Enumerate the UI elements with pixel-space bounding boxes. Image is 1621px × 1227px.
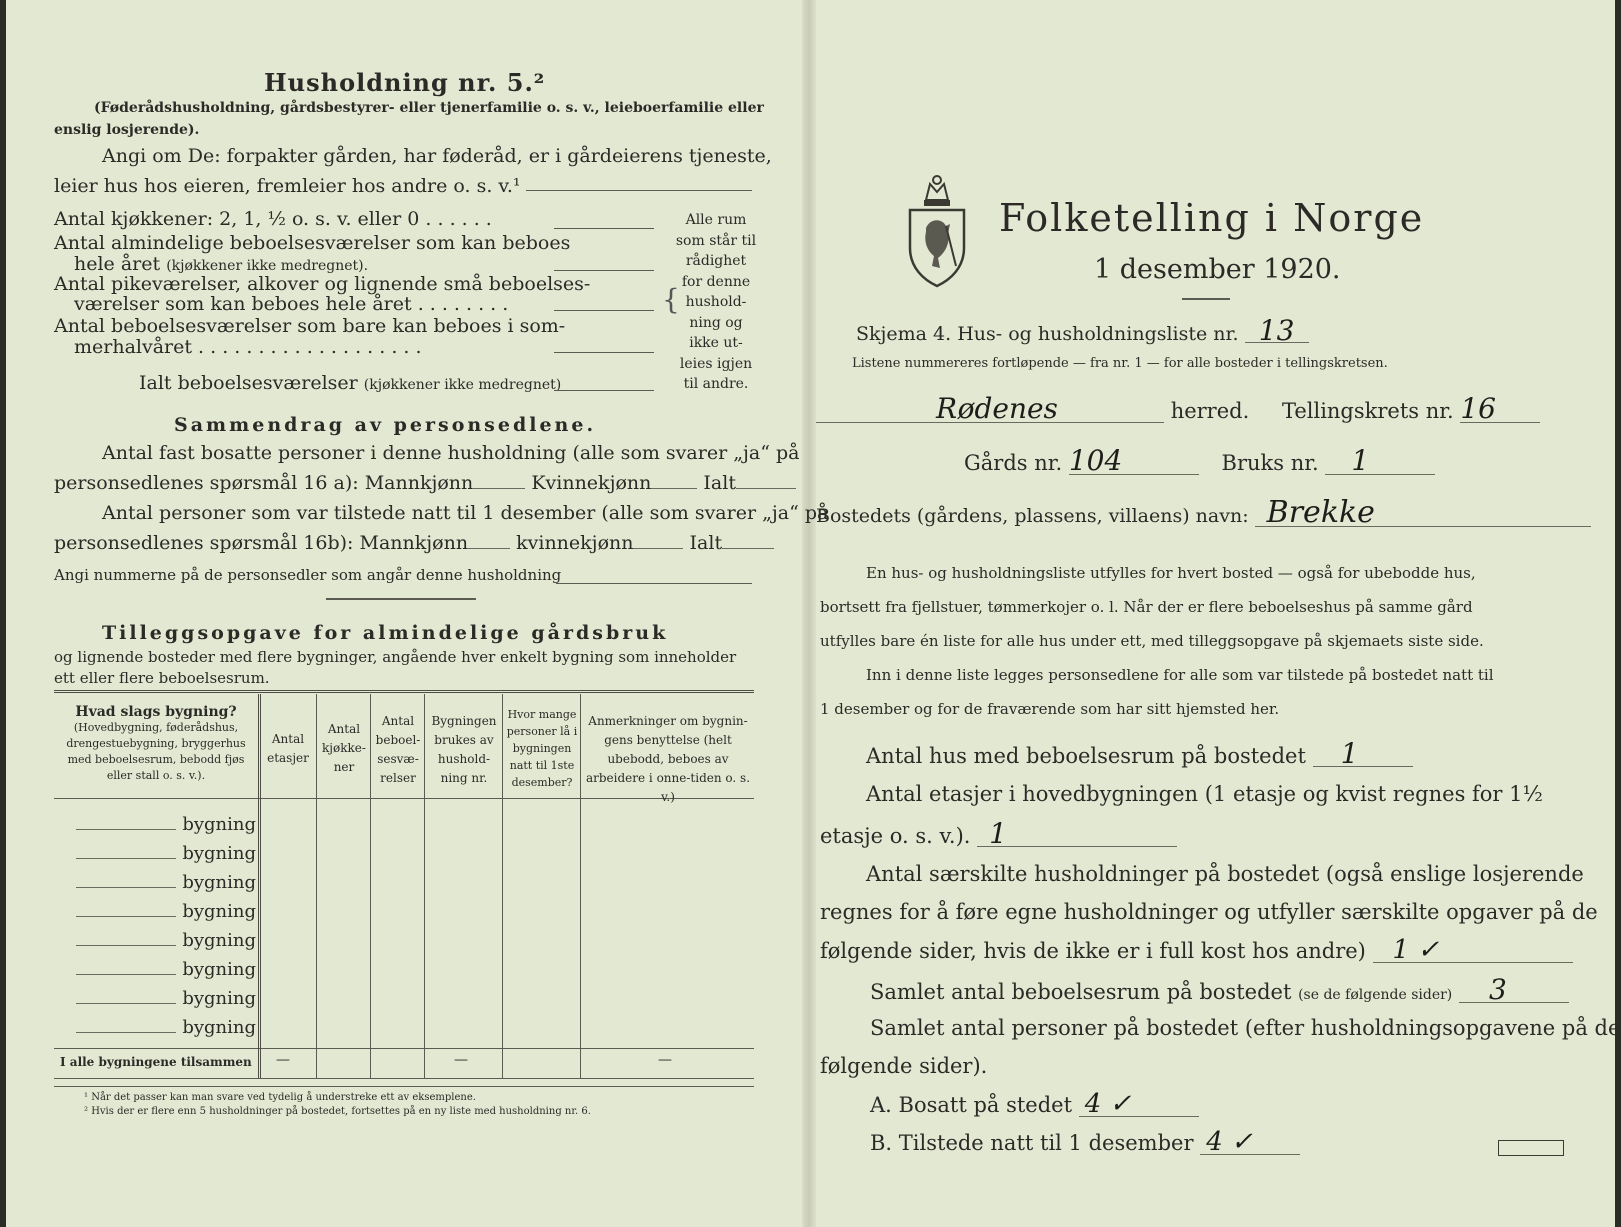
krets-label: Tellingskrets nr. <box>1281 399 1454 423</box>
skjema-line <box>856 314 1309 347</box>
angi-answer-line <box>526 190 752 191</box>
table-header-anmerkninger: Anmerkninger om bygnin-gens benyttelse (helt ubebodd, beboes av arbeidere i onne-tiden o. s. v.) <box>585 714 751 804</box>
tilstede-value: 4 ✓ <box>1200 1130 1300 1155</box>
tillegg-line-1: og lignende bosteder med flere bygninger, angående hver enkelt bygning som inneholder <box>54 648 737 666</box>
row-label: bygning <box>182 1017 256 1038</box>
census-title: Folketelling i Norge <box>999 196 1425 240</box>
gards-label: Gårds nr. <box>964 451 1063 475</box>
table-col-divider <box>370 694 371 1078</box>
side-note-line: for denne <box>681 273 751 290</box>
bosted-label: Bostedets (gårdens, plassens, villaens) navn: <box>816 505 1249 527</box>
ialt-note: (kjøkkener ikke medregnet) <box>363 377 562 393</box>
angi-line-1: Angi om De: forpakter gården, har føderåd, er i gårdeierens tjeneste, <box>102 145 772 167</box>
household-subtitle-2: enslig losjerende). <box>54 122 200 138</box>
fast-kvinnekjonn-label: Kvinnekjønn <box>531 472 652 494</box>
side-note <box>674 210 758 395</box>
pike-line-1: Antal pikeværelser, alkover og lignende små beboelses- <box>54 273 591 295</box>
section-divider <box>326 598 476 600</box>
side-note-line: rådighet <box>685 253 747 269</box>
table-row <box>58 839 256 868</box>
sommer-line-2: merhalvåret . . . . . . . . . . . . . . . . . . . <box>74 336 422 358</box>
table-row <box>58 868 256 897</box>
row-label: bygning <box>182 988 256 1009</box>
bosted-value: Brekke <box>1255 500 1591 527</box>
census-date: 1 desember 1920. <box>1094 254 1341 285</box>
saerskilte-line-2: regnes for å føre egne husholdninger og utfyller særskilte opgaver på de <box>820 900 1598 924</box>
skjema-nr-value: 13 <box>1245 320 1309 343</box>
household-title: Husholdning nr. 5.² <box>264 68 546 97</box>
side-note-line: hushold- <box>685 294 747 310</box>
sommer-answer-line <box>554 352 654 353</box>
table-row <box>58 897 256 926</box>
household-subtitle-1: (Føderådshusholdning, gårdsbestyrer- eller tjenerfamilie o. s. v., leieboerfamilie eller <box>94 100 764 116</box>
table-header-etasjer: Antal etasjer <box>267 732 309 765</box>
table-header-personer: Hvor mange personer lå i bygningen natt til 1ste desember? <box>506 708 578 789</box>
footnote-1: ¹ Når det passer kan man svare ved tydelig å understreke ett av eksemplene. <box>84 1092 476 1103</box>
saerskilte-line-1: Antal særskilte husholdninger på bostedet (også enslige losjerende <box>866 862 1584 886</box>
saerskilte-value: 1 ✓ <box>1373 938 1573 963</box>
samlet-rum-label: Samlet antal beboelsesrum på bostedet <box>870 980 1292 1004</box>
side-note-line: Alle rum <box>685 212 747 228</box>
fast-line-2 <box>54 472 796 494</box>
table-col-divider <box>580 694 581 1078</box>
sammendrag-title: Sammendrag av personsedlene. <box>174 414 597 436</box>
hus-line <box>866 737 1413 770</box>
row-label: bygning <box>182 872 256 893</box>
almindelige-answer-line <box>554 270 654 271</box>
bosted-line <box>816 495 1591 530</box>
herred-value: Rødenes <box>816 396 1164 423</box>
fast-line-1: Antal fast bosatte personer i denne husholdning (alle som svarer „ja“ på <box>102 442 800 464</box>
table-header-beboelsesvaerelser: Antal beboel-sesvæ-relser <box>375 714 421 785</box>
almindelige-line-1: Antal almindelige beboelsesværelser som kan beboes <box>54 232 571 254</box>
samlet-rum-note: (se de følgende sider) <box>1298 987 1453 1003</box>
etasjer-value: 1 <box>977 822 1177 847</box>
table-col-divider <box>502 694 503 1078</box>
angi-line-2: leier hus hos eieren, fremleier hos andre o. s. v.¹ <box>54 175 521 197</box>
table-header-building-desc: (Hovedbygning, føderådshus, drengestuebygning, bryggerhus med beboelsesrum, bebodd fjøs eller stall o. s. v.). <box>66 721 246 782</box>
ialt-line <box>139 372 561 394</box>
skjema-label: Skjema 4. Hus- og husholdningsliste nr. <box>856 323 1239 345</box>
side-note-brace: { <box>662 283 680 316</box>
footnote-2: ² Hvis der er flere enn 5 husholdninger på bostedet, fortsettes på en ny liste med husholdning nr. 6. <box>84 1106 591 1117</box>
table-header-husholdning: Bygningen brukes av hushold-ning nr. <box>431 714 497 785</box>
samlet-pers-line-2: følgende sider). <box>820 1054 988 1078</box>
table-total-label: I alle bygningene tilsammen <box>60 1055 252 1069</box>
info-line-1: En hus- og husholdningsliste utfylles for hvert bosted — også for ubebodde hus, <box>866 564 1476 582</box>
norway-coat-of-arms-icon <box>906 170 968 288</box>
tilstede-mannkjonn-label: personsedlenes spørsmål 16b): Mannkjønn <box>54 532 469 554</box>
table-row <box>58 984 256 1013</box>
samlet-rum-line <box>870 973 1569 1006</box>
table-bottom-border <box>54 1078 754 1079</box>
hus-value: 1 <box>1313 742 1413 767</box>
sommer-line-1: Antal beboelsesværelser som bare kan beboes i som- <box>54 315 566 337</box>
tillegg-line-2: ett eller flere beboelsesrum. <box>54 669 270 687</box>
table-rows <box>58 810 256 1042</box>
samlet-rum-value: 3 <box>1459 978 1569 1003</box>
title-divider <box>1182 298 1230 300</box>
almindelige-note: (kjøkkener ikke medregnet). <box>166 258 369 274</box>
etasjer-line-2 <box>820 817 1177 850</box>
bosatt-value: 4 ✓ <box>1079 1092 1199 1117</box>
kjokkener-line: Antal kjøkkener: 2, 1, ½ o. s. v. eller 0 . . . . . . <box>54 208 492 230</box>
tilstede-line <box>870 1127 1300 1157</box>
tilstede-line-2 <box>54 532 774 554</box>
angi-nummer-line: Angi nummerne på de personsedler som angår denne husholdning <box>54 566 562 584</box>
ialt-label: Ialt beboelsesværelser <box>139 372 358 394</box>
side-note-line: ning og <box>689 314 743 331</box>
row-label: bygning <box>182 959 256 980</box>
bruks-value: 1 <box>1325 448 1435 475</box>
table-header-kjokkener: Antal kjøkke-ner <box>322 722 366 774</box>
saerskilte-label: følgende sider, hvis de ikke er i full kost hos andre) <box>820 939 1366 963</box>
tilstede-label: B. Tilstede natt til 1 desember <box>870 1131 1194 1155</box>
table-row <box>58 955 256 984</box>
right-page <box>816 0 1621 1227</box>
table-row <box>58 810 256 839</box>
total-husholdning-dash: — <box>454 1052 468 1068</box>
table-total-border <box>54 1048 754 1049</box>
almindelige-line-2 <box>74 253 368 275</box>
side-note-line: ikke ut- <box>689 335 743 351</box>
ialt-answer-line <box>554 390 654 391</box>
herred-label: herred. <box>1170 399 1250 423</box>
page-fold <box>802 0 816 1227</box>
row-label: bygning <box>182 930 256 951</box>
tilstede-line-1: Antal personer som var tilstede natt til 1 desember (alle som svarer „ja“ på <box>102 502 829 524</box>
krets-value: 16 <box>1460 396 1540 423</box>
listene-note: Listene nummereres fortløpende — fra nr. 1 — for alle bosteder i tellingskretsen. <box>852 356 1388 371</box>
table-col-divider <box>316 694 317 1078</box>
row-label: bygning <box>182 901 256 922</box>
info-line-3: utfylles bare én liste for alle hus under ett, med tilleggsopgave på skjemaets siste side. <box>820 632 1484 650</box>
almindelige-hele-aret: hele året <box>74 253 161 275</box>
info-line-2: bortsett fra fjellstuer, tømmerkojer o. l. Når der er flere beboelseshus på samme gård <box>820 598 1473 616</box>
left-edge <box>0 0 6 1227</box>
angi-nummer-answer-line <box>556 583 752 584</box>
table-col-divider <box>424 694 425 1078</box>
herred-line <box>816 392 1540 425</box>
left-page <box>14 0 829 1227</box>
gards-value: 104 <box>1069 448 1199 475</box>
bruks-label: Bruks nr. <box>1221 451 1319 475</box>
printer-stamp <box>1498 1140 1564 1156</box>
bosatt-label: A. Bosatt på stedet <box>870 1093 1073 1117</box>
total-anmerkninger-dash: — <box>658 1052 672 1068</box>
bosatt-line <box>870 1089 1199 1119</box>
saerskilte-line-3 <box>820 935 1573 965</box>
kjokkener-answer-line <box>554 228 654 229</box>
gards-line <box>964 444 1435 477</box>
fast-mannkjonn-label: personsedlenes spørsmål 16 a): Mannkjønn <box>54 472 474 494</box>
row-label: bygning <box>182 814 256 835</box>
etasjer-line-1: Antal etasjer i hovedbygningen (1 etasje og kvist regnes for 1½ <box>866 782 1543 806</box>
side-note-line: til andre. <box>683 376 749 392</box>
etasjer-label: etasje o. s. v.). <box>820 824 971 848</box>
side-note-line: som står til <box>675 232 757 249</box>
pike-line-2: værelser som kan beboes hele året . . . . . . . . <box>74 293 509 315</box>
pike-answer-line <box>554 310 654 311</box>
fast-ialt-label: Ialt <box>703 472 736 494</box>
table-top-border <box>54 690 754 693</box>
table-header-building <box>58 704 254 784</box>
table-header-building-title: Hvad slags bygning? <box>75 704 237 720</box>
footnote-border <box>54 1086 754 1087</box>
info-line-4: Inn i denne liste legges personsedlene for alle som var tilstede på bostedet natt til <box>866 666 1494 684</box>
total-etasjer-dash: — <box>276 1052 290 1068</box>
info-line-5: 1 desember og for de fraværende som har sitt hjemsted her. <box>820 700 1280 718</box>
tilstede-ialt-label: Ialt <box>689 532 723 554</box>
table-row <box>58 1013 256 1042</box>
table-row <box>58 926 256 955</box>
tilstede-kvinnekjonn-label: kvinnekjønn <box>516 532 634 554</box>
samlet-pers-line-1: Samlet antal personer på bostedet (efter husholdningsopgavene på de <box>870 1016 1621 1040</box>
row-label: bygning <box>182 843 256 864</box>
side-note-line: leies igjen <box>679 355 753 372</box>
tillegg-title: Tilleggsopgave for almindelige gårdsbruk <box>102 622 669 644</box>
hus-label: Antal hus med beboelsesrum på bostedet <box>866 744 1306 768</box>
